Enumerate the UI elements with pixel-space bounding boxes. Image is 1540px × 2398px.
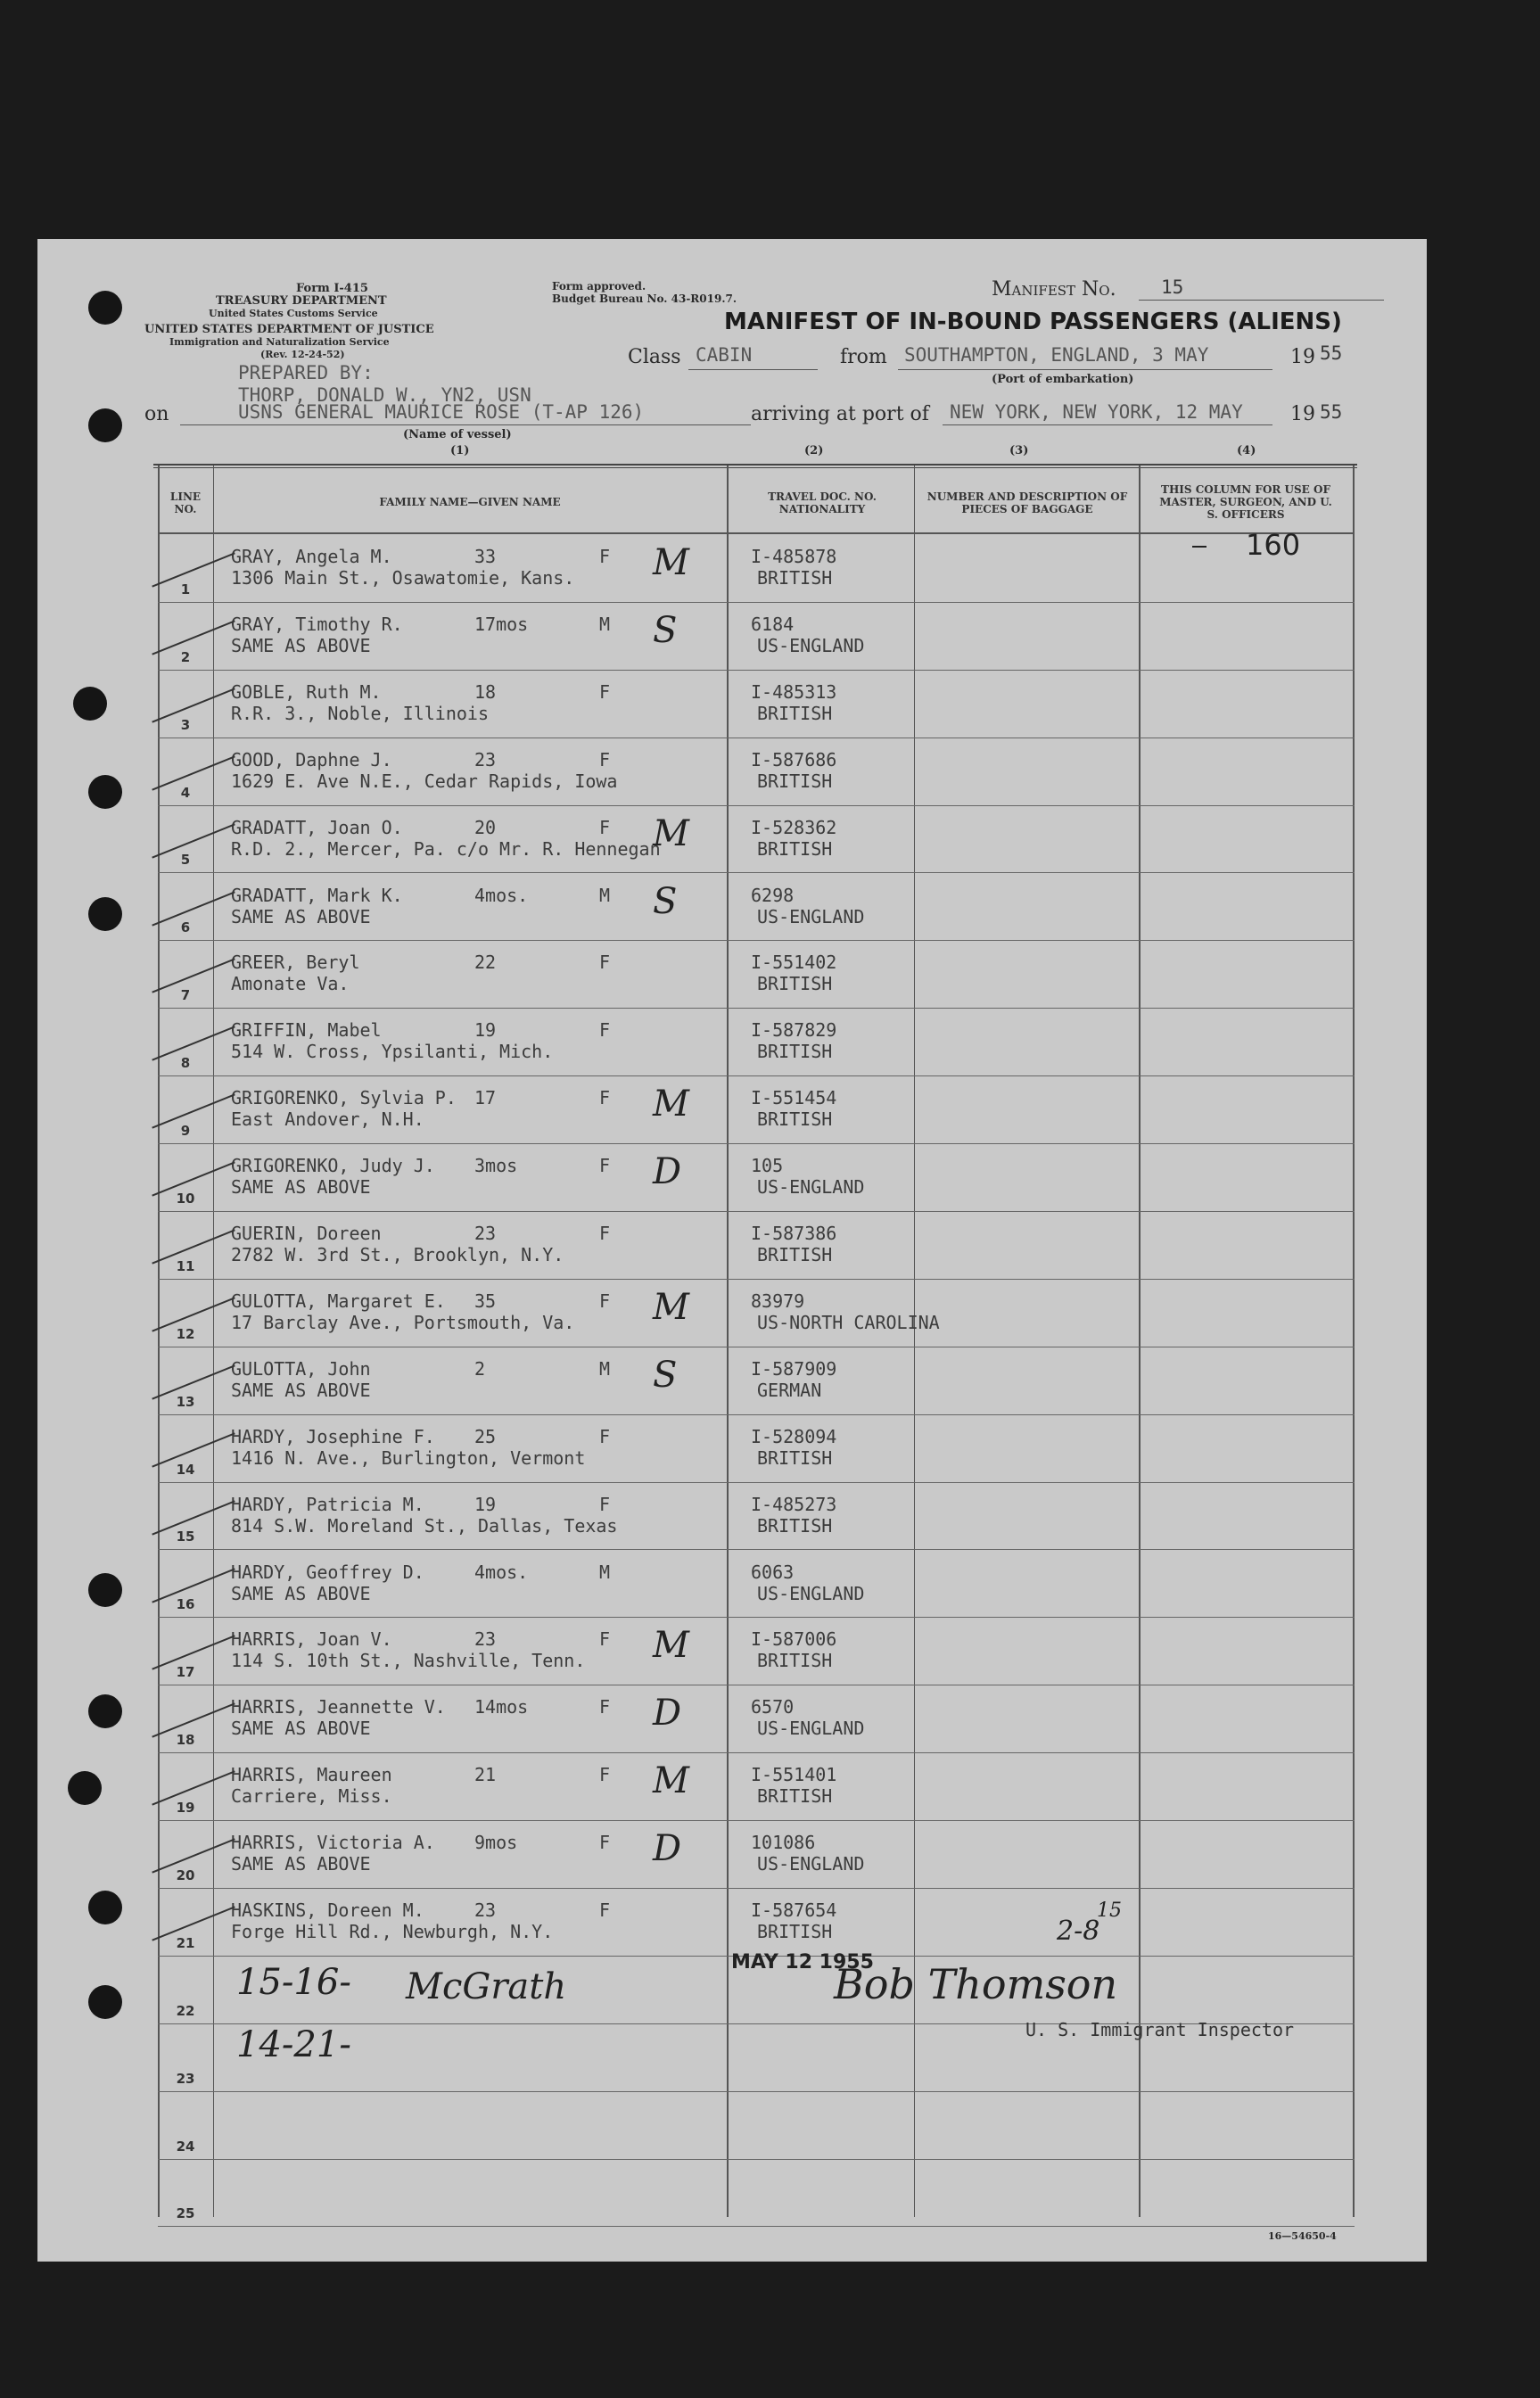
passenger-sex: F <box>599 952 611 974</box>
passenger-sex: F <box>599 816 611 838</box>
passenger-age: 23 <box>474 1223 497 1244</box>
form-footer-code: 16—54650-4 <box>1268 2230 1337 2242</box>
marital-mark: D <box>653 1151 682 1193</box>
binder-hole <box>68 1771 102 1805</box>
class-value: CABIN <box>696 344 753 366</box>
from-value: SOUTHAMPTON, ENGLAND, 3 MAY <box>904 344 1209 366</box>
passenger-sex: F <box>599 1628 611 1651</box>
manifest-no-label: Manifest No. <box>992 278 1116 301</box>
line-number: 25 <box>176 2205 195 2222</box>
vessel-name: USNS GENERAL MAURICE ROSE (T-AP 126) <box>238 401 645 423</box>
marital-mark: M <box>653 1084 689 1125</box>
table-row <box>158 874 1355 942</box>
passenger-name: HARRIS, Maureen <box>231 1764 392 1786</box>
passenger-address: SAME AS ABOVE <box>231 1853 371 1875</box>
line-number: 9 <box>180 1123 191 1140</box>
line-number: 14 <box>176 1461 195 1478</box>
nationality: US-ENGLAND <box>757 905 865 927</box>
manifest-no-value: 15 <box>1161 276 1184 298</box>
preparer-name: THORP, DONALD W., YN2, USN <box>238 384 531 406</box>
passenger-name: HASKINS, Doreen M. <box>231 1899 424 1921</box>
arriving-label: arriving at port of <box>751 403 929 425</box>
passenger-name: GULOTTA, John <box>231 1357 371 1380</box>
passenger-name: GRAY, Angela M. <box>231 546 392 567</box>
table-row <box>158 738 1355 806</box>
col-header-baggage: NUMBER AND DESCRIPTION OF PIECES OF BAGGAGE <box>926 490 1128 515</box>
line-number: 13 <box>176 1393 195 1410</box>
binder-hole <box>88 1985 122 2019</box>
passenger-age: 4mos. <box>474 1561 529 1583</box>
table-row <box>158 671 1355 738</box>
nationality: US-ENGLAND <box>757 634 865 656</box>
passenger-name: HARRIS, Jeannette V. <box>231 1696 446 1718</box>
passenger-age: 35 <box>474 1290 497 1312</box>
nationality: BRITISH <box>757 973 833 995</box>
nationality: BRITISH <box>757 1108 833 1131</box>
year1-value: 55 <box>1320 342 1343 364</box>
travel-doc-no: I-587654 <box>751 1899 837 1921</box>
passenger-sex: F <box>599 1087 611 1109</box>
dept-treasury: TREASURY DEPARTMENT <box>216 294 387 308</box>
year1-prefix: 19 <box>1290 346 1315 368</box>
passenger-name: GUERIN, Doreen <box>231 1223 382 1244</box>
marital-mark: S <box>653 1354 678 1396</box>
passenger-age: 23 <box>474 748 497 770</box>
passenger-address: 1629 E. Ave N.E., Cedar Rapids, Iowa <box>231 770 618 792</box>
marital-mark: M <box>653 1760 689 1802</box>
passenger-age: 22 <box>474 952 497 974</box>
table-row <box>158 1212 1355 1280</box>
binder-hole <box>88 1573 122 1607</box>
passenger-sex: F <box>599 1019 611 1042</box>
passenger-name: HARRIS, Joan V. <box>231 1628 392 1651</box>
table-row <box>158 1685 1355 1753</box>
year2-value: 55 <box>1320 401 1343 423</box>
travel-doc-no: I-587909 <box>751 1357 837 1380</box>
header-rule <box>158 532 1355 534</box>
line-number: 10 <box>176 1190 195 1207</box>
binder-hole <box>88 897 122 931</box>
line-number: 20 <box>176 1866 195 1883</box>
marital-mark: M <box>653 1625 689 1667</box>
date-stamp: MAY 12 1955 <box>731 1951 874 1974</box>
passenger-age: 20 <box>474 816 497 838</box>
travel-doc-no: I-551401 <box>751 1764 837 1786</box>
passenger-sex: M <box>599 1357 611 1380</box>
nationality: BRITISH <box>757 770 833 792</box>
passenger-address: 2782 W. 3rd St., Brooklyn, N.Y. <box>231 1244 564 1265</box>
marital-mark: M <box>653 542 689 583</box>
line-number: 12 <box>176 1325 195 1342</box>
underline <box>898 369 1272 370</box>
passenger-name: GOOD, Daphne J. <box>231 748 392 770</box>
binder-hole <box>73 687 107 721</box>
travel-doc-no: I-551402 <box>751 952 837 974</box>
tally-line-1: 15-16- <box>236 1962 351 2003</box>
travel-doc-no: I-587006 <box>751 1628 837 1651</box>
arrival-port-value: NEW YORK, NEW YORK, 12 MAY <box>950 401 1243 423</box>
passenger-address: R.R. 3., Noble, Illinois <box>231 702 489 724</box>
travel-doc-no: I-551454 <box>751 1087 837 1109</box>
passenger-name: GRIGORENKO, Judy J. <box>231 1155 435 1177</box>
passenger-name: HARRIS, Victoria A. <box>231 1832 435 1854</box>
table-row <box>158 1076 1355 1144</box>
line-number: 24 <box>176 2138 195 2155</box>
passenger-address: SAME AS ABOVE <box>231 634 371 656</box>
passenger-sex: F <box>599 1223 611 1244</box>
passenger-name: GRIFFIN, Mabel <box>231 1019 382 1042</box>
table-row <box>158 1618 1355 1685</box>
passenger-address: 514 W. Cross, Ypsilanti, Mich. <box>231 1041 554 1063</box>
col-num-3: (3) <box>1009 444 1029 457</box>
passenger-age: 2 <box>474 1357 486 1380</box>
nationality: US-NORTH CAROLINA <box>757 1311 940 1333</box>
passenger-sex: M <box>599 613 611 635</box>
nationality: BRITISH <box>757 567 833 589</box>
port-embark-caption: (Port of embarkation) <box>992 373 1134 386</box>
travel-doc-no: I-587686 <box>751 748 837 770</box>
table-row <box>158 1009 1355 1076</box>
binder-hole <box>88 291 122 325</box>
travel-doc-no: 101086 <box>751 1832 816 1854</box>
page-title: MANIFEST OF IN-BOUND PASSENGERS (ALIENS) <box>724 309 1342 335</box>
travel-doc-no: I-485878 <box>751 546 837 567</box>
passenger-address: SAME AS ABOVE <box>231 905 371 927</box>
nationality: US-ENGLAND <box>757 1718 865 1740</box>
dept-justice: UNITED STATES DEPARTMENT OF JUSTICE <box>144 323 434 336</box>
underline <box>943 424 1272 425</box>
passenger-age: 23 <box>474 1899 497 1921</box>
passenger-sex: F <box>599 1425 611 1447</box>
line-number: 1 <box>180 581 191 597</box>
travel-doc-no: 6298 <box>751 884 795 906</box>
col-header-line: LINE NO. <box>169 490 202 515</box>
passenger-address: SAME AS ABOVE <box>231 1379 371 1401</box>
col-num-4: (4) <box>1237 444 1256 457</box>
table-row <box>158 806 1355 874</box>
class-label: Class <box>628 346 681 368</box>
travel-doc-no: I-528362 <box>751 816 837 838</box>
form-revision: (Rev. 12-24-52) <box>260 349 345 360</box>
passenger-name: HARDY, Geoffrey D. <box>231 1561 424 1583</box>
passenger-name: GRAY, Timothy R. <box>231 613 403 635</box>
nationality: BRITISH <box>757 1921 833 1942</box>
line-number: 22 <box>176 2002 195 2019</box>
nationality: US-ENGLAND <box>757 1176 865 1199</box>
passenger-sex: F <box>599 680 611 703</box>
passenger-sex: F <box>599 546 611 567</box>
passenger-name: GOBLE, Ruth M. <box>231 680 382 703</box>
table-row <box>158 1280 1355 1347</box>
table-row <box>158 1821 1355 1889</box>
line-number: 17 <box>176 1664 195 1681</box>
passenger-sex: F <box>599 1493 611 1515</box>
passenger-address: 1306 Main St., Osawatomie, Kans. <box>231 567 575 589</box>
passenger-address: SAME AS ABOVE <box>231 1718 371 1740</box>
col-num-1: (1) <box>450 444 470 457</box>
travel-doc-no: I-528094 <box>751 1425 837 1447</box>
form-approved: Form approved. <box>552 280 646 293</box>
officer-dash <box>1192 546 1206 548</box>
inspector-signature: Bob Thomson <box>834 1960 1118 2008</box>
passenger-age: 33 <box>474 546 497 567</box>
line-number: 2 <box>180 648 191 665</box>
nationality: BRITISH <box>757 1041 833 1063</box>
travel-doc-no: 6570 <box>751 1696 795 1718</box>
passenger-name: GRIGORENKO, Sylvia P. <box>231 1087 457 1109</box>
passenger-name: HARDY, Josephine F. <box>231 1425 435 1447</box>
passenger-address: SAME AS ABOVE <box>231 1176 371 1199</box>
passenger-sex: F <box>599 1155 611 1177</box>
line-number: 21 <box>176 1934 195 1951</box>
passenger-address: SAME AS ABOVE <box>231 1582 371 1604</box>
line-number: 23 <box>176 2070 195 2087</box>
passenger-age: 17 <box>474 1087 497 1109</box>
travel-doc-no: I-485273 <box>751 1493 837 1515</box>
binder-hole <box>88 1694 122 1728</box>
line-number: 8 <box>180 1055 191 1072</box>
passenger-age: 19 <box>474 1019 497 1042</box>
nationality: BRITISH <box>757 702 833 724</box>
tally-line-2: 14-21- <box>236 2024 351 2065</box>
col-header-officers: THIS COLUMN FOR USE OF MASTER, SURGEON, AND U. S. OFFICERS <box>1159 483 1332 521</box>
nationality: BRITISH <box>757 1785 833 1808</box>
travel-doc-no: 105 <box>751 1155 784 1177</box>
passenger-name: GRADATT, Joan O. <box>231 816 403 838</box>
table-row <box>158 1889 1355 1957</box>
passenger-sex: F <box>599 1764 611 1786</box>
passenger-address: 17 Barclay Ave., Portsmouth, Va. <box>231 1311 575 1333</box>
table-row <box>158 1551 1355 1619</box>
nationality: BRITISH <box>757 1446 833 1469</box>
table-row <box>158 2160 1355 2228</box>
passenger-sex: M <box>599 1561 611 1583</box>
passenger-age: 21 <box>474 1764 497 1786</box>
passenger-address: 114 S. 10th St., Nashville, Tenn. <box>231 1650 586 1672</box>
passenger-age: 25 <box>474 1425 497 1447</box>
passenger-name: GREER, Beryl <box>231 952 360 974</box>
budget-bureau: Budget Bureau No. 43-R019.7. <box>552 293 737 305</box>
table-row <box>158 941 1355 1009</box>
nationality: BRITISH <box>757 837 833 860</box>
col-header-travel: TRAVEL DOC. NO. NATIONALITY <box>768 490 877 515</box>
travel-doc-no: I-485313 <box>751 680 837 703</box>
passenger-sex: F <box>599 748 611 770</box>
table-row <box>158 1347 1355 1415</box>
line-number: 7 <box>180 987 191 1004</box>
table-row <box>158 2092 1355 2160</box>
travel-doc-no: 83979 <box>751 1290 805 1312</box>
fraction-bottom: 2-8 <box>1057 1916 1100 1947</box>
travel-doc-no: I-587829 <box>751 1019 837 1042</box>
passenger-age: 18 <box>474 680 497 703</box>
marital-mark: D <box>653 1828 682 1870</box>
line-number: 19 <box>176 1800 195 1817</box>
passenger-age: 17mos <box>474 613 529 635</box>
table-row <box>158 535 1355 603</box>
passenger-sex: F <box>599 1696 611 1718</box>
travel-doc-no: 6184 <box>751 613 795 635</box>
row-rule <box>158 2226 1355 2227</box>
passenger-age: 23 <box>474 1628 497 1651</box>
line-number: 6 <box>180 919 191 936</box>
line-number: 15 <box>176 1529 195 1545</box>
passenger-name: GULOTTA, Margaret E. <box>231 1290 446 1312</box>
passenger-address: R.D. 2., Mercer, Pa. c/o Mr. R. Hennegan <box>231 837 661 860</box>
nationality: GERMAN <box>757 1379 822 1401</box>
form-number: Form I-415 <box>296 282 368 295</box>
table-row <box>158 603 1355 671</box>
passenger-name: HARDY, Patricia M. <box>231 1493 424 1515</box>
passenger-age: 9mos <box>474 1832 518 1854</box>
nationality: BRITISH <box>757 1514 833 1537</box>
line-number: 3 <box>180 716 191 733</box>
underline <box>180 424 751 425</box>
nationality: US-ENGLAND <box>757 1853 865 1875</box>
passenger-sex: F <box>599 1290 611 1312</box>
line-number: 18 <box>176 1732 195 1749</box>
on-label: on <box>144 403 169 425</box>
year2-prefix: 19 <box>1290 403 1315 425</box>
dept-customs: United States Customs Service <box>209 308 378 319</box>
binder-hole <box>88 775 122 809</box>
col-header-name: FAMILY NAME—GIVEN NAME <box>379 496 561 508</box>
dept-ins: Immigration and Naturalization Service <box>169 336 390 348</box>
marital-mark: D <box>653 1693 682 1735</box>
line-number: 5 <box>180 852 191 869</box>
table-row <box>158 1415 1355 1483</box>
nationality: BRITISH <box>757 1650 833 1672</box>
marital-mark: S <box>653 880 678 922</box>
col-num-2: (2) <box>804 444 824 457</box>
marital-mark: M <box>653 812 689 854</box>
passenger-age: 14mos <box>474 1696 529 1718</box>
marital-mark: M <box>653 1286 689 1328</box>
binder-hole <box>88 408 122 442</box>
nationality: BRITISH <box>757 1244 833 1265</box>
table-row <box>158 1753 1355 1821</box>
underline <box>688 369 818 370</box>
table-row <box>158 1483 1355 1551</box>
from-label: from <box>840 346 887 368</box>
inspector-title: U. S. Immigrant Inspector <box>1025 2019 1295 2040</box>
fraction-top: 15 <box>1097 1899 1122 1922</box>
line-number: 4 <box>180 784 191 801</box>
passenger-address: 1416 N. Ave., Burlington, Vermont <box>231 1446 586 1469</box>
passenger-address: Carriere, Miss. <box>231 1785 392 1808</box>
travel-doc-no: I-587386 <box>751 1223 837 1244</box>
line-number: 16 <box>176 1596 195 1613</box>
passenger-age: 3mos <box>474 1155 518 1177</box>
tally-name: McGrath <box>406 1966 567 2007</box>
underline <box>1139 300 1384 301</box>
passenger-sex: F <box>599 1899 611 1921</box>
binder-hole <box>88 1891 122 1924</box>
passenger-sex: F <box>599 1832 611 1854</box>
passenger-address: Amonate Va. <box>231 973 350 995</box>
table-row <box>158 1144 1355 1212</box>
passenger-sex: M <box>599 884 611 906</box>
officer-note: 160 <box>1246 528 1301 562</box>
line-number: 11 <box>176 1257 195 1274</box>
marital-mark: S <box>653 609 678 651</box>
prepared-by-label: PREPARED BY: <box>238 362 374 383</box>
passenger-age: 19 <box>474 1493 497 1515</box>
passenger-address: East Andover, N.H. <box>231 1108 424 1131</box>
travel-doc-no: 6063 <box>751 1561 795 1583</box>
passenger-address: 814 S.W. Moreland St., Dallas, Texas <box>231 1514 618 1537</box>
nationality: US-ENGLAND <box>757 1582 865 1604</box>
passenger-name: GRADATT, Mark K. <box>231 884 403 906</box>
passenger-address: Forge Hill Rd., Newburgh, N.Y. <box>231 1921 554 1942</box>
passenger-age: 4mos. <box>474 884 529 906</box>
vessel-caption: (Name of vessel) <box>403 428 512 441</box>
